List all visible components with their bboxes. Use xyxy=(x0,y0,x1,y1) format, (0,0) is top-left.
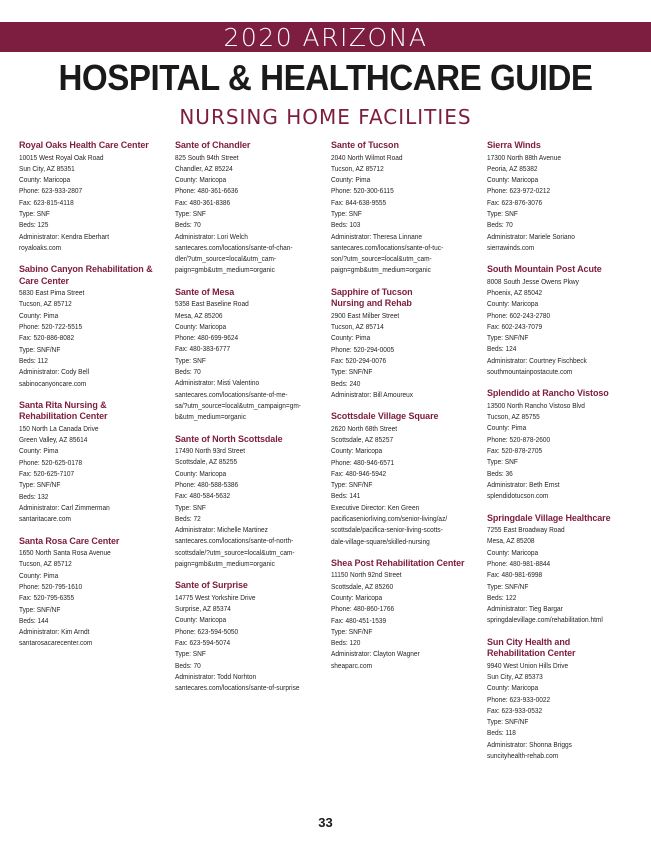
facility-detail-line: 2900 East Milber Street xyxy=(331,310,400,320)
banner-title: 2020 ARIZONA xyxy=(223,23,428,52)
facility-detail-line: 13500 North Rancho Vistoso Blvd xyxy=(487,400,585,410)
facility-name: Sun City Health and xyxy=(487,636,571,647)
facility-name: Splendido at Rancho Vistoso xyxy=(487,388,609,399)
facility-detail-line: 14775 West Yorkshire Drive xyxy=(175,592,256,602)
facility-detail-line: Fax: 623-876-3076 xyxy=(487,197,543,207)
facility-detail-line: County: Pima xyxy=(331,175,371,185)
facility-detail-line: Fax: 480-451-1539 xyxy=(331,615,387,625)
facility-detail-line: Chandler, AZ 85224 xyxy=(175,163,233,173)
facility-detail-line: santecares.com/locations/sante-of-surprise xyxy=(175,683,300,693)
facility-detail-line: Administrator: Cody Bell xyxy=(19,367,90,377)
facility-detail-line: 7255 East Broadway Road xyxy=(487,525,565,535)
facility-detail-line: paign=gmb&utm_medium=organic xyxy=(331,265,431,275)
facility-detail-line: Fax: 520-878-2705 xyxy=(487,446,543,456)
facility-detail-line: Scottsdale, AZ 85257 xyxy=(331,434,394,444)
facility-detail-line: sabinocanyoncare.com xyxy=(19,378,87,388)
facility-detail-line: Fax: 480-584-5632 xyxy=(175,491,231,501)
facility-detail-line: Administrator: Michelle Martinez xyxy=(175,525,268,535)
facility-detail-line: Beds: 103 xyxy=(331,220,361,230)
facility-detail-line: 17300 North 88th Avenue xyxy=(487,152,561,162)
facility-detail-line: County: Pima xyxy=(487,423,527,433)
facility-detail-line: County: Pima xyxy=(331,333,371,343)
facility-name: Rehabilitation Center xyxy=(487,648,576,659)
facility-detail-line: Administrator: Kim Arndt xyxy=(19,627,90,637)
facility-detail-line: Executive Director: Ken Green xyxy=(331,502,420,512)
column-4 xyxy=(487,140,642,772)
facility-detail-line: County: Maricopa xyxy=(175,615,227,625)
facility-detail-line: Type: SNF/NF xyxy=(331,480,373,490)
facility-detail-line: County: Pima xyxy=(19,570,59,580)
facility-detail-line: Administrator: Beth Ernst xyxy=(487,479,560,489)
facility-detail-line: Tucson, AZ 85712 xyxy=(331,163,384,173)
page-number: 33 xyxy=(318,815,333,830)
facility-detail-line: Surprise, AZ 85374 xyxy=(175,604,231,614)
facility-detail-line: County: Maricopa xyxy=(487,683,539,693)
facility-detail-line: 10015 West Royal Oak Road xyxy=(19,152,104,162)
facility-detail-line: Fax: 480-946-5942 xyxy=(331,468,387,478)
facility-detail-line: Administrator: Kendra Eberhart xyxy=(19,231,110,241)
facility-detail-line: Tucson, AZ 85712 xyxy=(19,299,72,309)
facility-detail-line: 5830 East Pima Street xyxy=(19,288,85,298)
facility-detail-line: southmountainpostacute.com xyxy=(487,367,573,377)
facility-entry xyxy=(487,264,642,377)
facility-detail-line: royaloaks.com xyxy=(19,242,62,252)
page-title: HOSPITAL & HEALTHCARE GUIDE xyxy=(58,57,593,98)
facility-detail-line: Mesa, AZ 85208 xyxy=(487,536,535,546)
facility-detail-line: Type: SNF xyxy=(487,457,518,467)
facility-entry xyxy=(175,434,330,570)
facility-detail-line: 9940 West Union Hills Drive xyxy=(487,660,569,670)
column-1 xyxy=(19,140,174,660)
facility-detail-line: Phone: 520-878-2600 xyxy=(487,434,551,444)
facility-name: Sante of Mesa xyxy=(175,286,235,297)
facility-name: Shea Post Rehabilitation Center xyxy=(331,557,465,568)
facility-detail-line: santaritacare.com xyxy=(19,514,71,524)
facility-detail-line: Phone: 623-972-0212 xyxy=(487,186,551,196)
facility-name: Sierra Winds xyxy=(487,140,541,150)
facility-entry xyxy=(19,264,174,389)
facility-detail-line: Tucson, AZ 85712 xyxy=(19,559,72,569)
facility-detail-line: Beds: 70 xyxy=(175,660,201,670)
facility-detail-line: Administrator: Theresa Linnane xyxy=(331,231,422,241)
facility-name: Sapphire of Tucson xyxy=(331,286,413,297)
facility-detail-line: Beds: 132 xyxy=(19,491,49,501)
facility-detail-line: Type: SNF/NF xyxy=(19,480,61,490)
facility-name: Santa Rita Nursing & xyxy=(19,399,107,410)
facility-detail-line: Mesa, AZ 85206 xyxy=(175,310,223,320)
facility-detail-line: Administrator: Lori Welch xyxy=(175,231,248,241)
facility-detail-line: dler/?utm_source=local&utm_cam- xyxy=(175,254,277,264)
facility-detail-line: Phone: 480-981-8844 xyxy=(487,558,551,568)
facility-detail-line: Phone: 520-795-1610 xyxy=(19,581,83,591)
facility-name: South Mountain Post Acute xyxy=(487,264,602,275)
facility-name: Nursing and Rehab xyxy=(331,298,412,309)
facility-detail-line: County: Maricopa xyxy=(487,547,539,557)
facility-detail-line: 8008 South Jesse Owens Pkwy xyxy=(487,276,579,286)
facility-detail-line: 2040 North Wilmot Road xyxy=(331,152,403,162)
facility-detail-line: Beds: 141 xyxy=(331,491,361,501)
facility-detail-line: 2620 North 68th Street xyxy=(331,423,398,433)
facility-detail-line: Fax: 623-815-4118 xyxy=(19,197,74,207)
facility-detail-line: Beds: 72 xyxy=(175,513,201,523)
facility-detail-line: Beds: 70 xyxy=(487,220,513,230)
facility-entry xyxy=(487,513,642,626)
facility-detail-line: Phone: 520-722-5515 xyxy=(19,322,83,332)
facility-detail-line: Type: SNF xyxy=(175,355,206,365)
facility-detail-line: Administrator: Misti Valentino xyxy=(175,378,260,388)
facility-detail-line: Beds: 240 xyxy=(331,378,361,388)
facility-detail-line: County: Maricopa xyxy=(175,468,227,478)
facility-entry xyxy=(175,287,330,423)
facility-detail-line: Administrator: Todd Norhton xyxy=(175,671,257,681)
facility-detail-line: Tucson, AZ 85714 xyxy=(331,322,384,332)
facility-detail-line: Beds: 70 xyxy=(175,220,201,230)
facility-detail-line: Phone: 520-625-0178 xyxy=(19,457,83,467)
facility-detail-line: Type: SNF/NF xyxy=(19,604,61,614)
facility-detail-line: Type: SNF/NF xyxy=(487,333,529,343)
facility-detail-line: Type: SNF/NF xyxy=(19,344,61,354)
facility-detail-line: Type: SNF xyxy=(487,208,518,218)
facility-detail-line: Green Valley, AZ 85614 xyxy=(19,435,88,445)
facility-detail-line: Administrator: Mariele Soriano xyxy=(487,231,575,241)
facility-detail-line: Beds: 124 xyxy=(487,344,517,354)
facility-detail-line: Tucson, AZ 85755 xyxy=(487,412,540,422)
facility-detail-line: 1650 North Santa Rosa Avenue xyxy=(19,548,111,558)
column-3 xyxy=(331,140,486,682)
facility-name: Royal Oaks Health Care Center xyxy=(19,140,149,150)
facility-detail-line: Fax: 480-361-8386 xyxy=(175,197,231,207)
facility-detail-line: santarosacarecenter.com xyxy=(19,638,93,648)
facility-detail-line: Administrator: Shonna Briggs xyxy=(487,739,572,749)
facility-detail-line: Fax: 520-886-8082 xyxy=(19,333,75,343)
facility-detail-line: County: Pima xyxy=(19,310,59,320)
facility-name: Sabino Canyon Rehabilitation & xyxy=(19,264,153,275)
facility-detail-line: Beds: 125 xyxy=(19,220,49,230)
facility-detail-line: Beds: 36 xyxy=(487,468,513,478)
facility-detail-line: Type: SNF xyxy=(331,208,362,218)
facility-detail-line: Administrator: Carl Zimmerman xyxy=(19,502,110,512)
facility-detail-line: sheaparc.com xyxy=(331,660,373,670)
facility-detail-line: County: Maricopa xyxy=(487,175,539,185)
facility-entry xyxy=(331,287,486,400)
facility-detail-line: son/?utm_source=local&utm_cam- xyxy=(331,254,432,264)
facility-entry xyxy=(331,140,486,276)
facility-detail-line: Type: SNF xyxy=(175,502,206,512)
facility-detail-line: County: Maricopa xyxy=(331,446,383,456)
facility-name: Sante of Tucson xyxy=(331,140,399,150)
facility-detail-line: County: Pima xyxy=(19,446,59,456)
facility-entry xyxy=(19,536,174,649)
facility-detail-line: pacificaseniorliving.com/senior-living/az/ xyxy=(331,514,448,524)
facility-detail-line: scottsdale/?utm_source=local&utm_cam- xyxy=(175,547,295,557)
facility-detail-line: Phone: 520-300-6115 xyxy=(331,186,394,196)
facility-entry xyxy=(175,140,330,276)
facility-detail-line: Phone: 480-588-5386 xyxy=(175,479,239,489)
facility-detail-line: Fax: 520-294-0076 xyxy=(331,355,387,365)
facility-entry xyxy=(331,558,486,671)
facility-entry xyxy=(175,580,330,693)
facility-detail-line: Phone: 623-933-0022 xyxy=(487,694,551,704)
facility-detail-line: splendidotucson.com xyxy=(487,491,549,501)
facility-detail-line: 17490 North 93rd Street xyxy=(175,446,246,456)
facility-detail-line: Scottsdale, AZ 85260 xyxy=(331,581,394,591)
facility-detail-line: b&utm_medium=organic xyxy=(175,412,246,422)
facility-detail-line: Type: SNF xyxy=(175,208,206,218)
facility-detail-line: Type: SNF/NF xyxy=(331,367,373,377)
facility-detail-line: Phone: 480-946-6571 xyxy=(331,457,395,467)
facility-detail-line: Fax: 844-638-9555 xyxy=(331,197,387,207)
facility-detail-line: 825 South 94th Street xyxy=(175,152,239,162)
facility-detail-line: Type: SNF xyxy=(19,208,50,218)
facility-detail-line: Fax: 480-383-6777 xyxy=(175,344,231,354)
facility-detail-line: County: Maricopa xyxy=(487,299,539,309)
facility-detail-line: santecares.com/locations/sante-of-north- xyxy=(175,536,294,546)
facility-detail-line: Phone: 480-699-9624 xyxy=(175,333,239,343)
facility-name: Care Center xyxy=(19,275,69,286)
facility-detail-line: Fax: 480-981-6998 xyxy=(487,570,543,580)
facility-detail-line: County: Maricopa xyxy=(175,321,227,331)
facility-detail-line: santecares.com/locations/sante-of-chan- xyxy=(175,242,293,252)
facility-detail-line: Beds: 118 xyxy=(487,728,516,738)
facility-detail-line: County: Maricopa xyxy=(175,175,227,185)
facility-entry xyxy=(487,388,642,501)
facility-detail-line: Fax: 520-795-6355 xyxy=(19,593,75,603)
section-subtitle: NURSING HOME FACILITIES xyxy=(179,105,472,129)
facility-name: Scottsdale Village Square xyxy=(331,411,439,422)
facility-detail-line: Beds: 70 xyxy=(175,367,201,377)
facility-detail-line: sierrawinds.com xyxy=(487,242,535,252)
facility-detail-line: scottsdale/pacifica-senior-living-scotts- xyxy=(331,525,443,535)
facility-detail-line: Sun City, AZ 85373 xyxy=(487,671,543,681)
facility-detail-line: Fax: 602-243-7079 xyxy=(487,321,543,331)
facility-detail-line: Type: SNF/NF xyxy=(487,717,529,727)
facility-detail-line: Type: SNF xyxy=(175,649,206,659)
facility-detail-line: Phone: 520-294-0005 xyxy=(331,344,395,354)
facility-name: Springdale Village Healthcare xyxy=(487,512,611,523)
facility-detail-line: suncityhealth-rehab.com xyxy=(487,751,559,761)
facility-name: Sante of Surprise xyxy=(175,580,248,591)
facility-detail-line: Administrator: Bill Amoureux xyxy=(331,389,414,399)
facility-detail-line: santecares.com/locations/sante-of-tuc- xyxy=(331,242,444,252)
facility-detail-line: Phoenix, AZ 85042 xyxy=(487,287,543,297)
facility-detail-line: paign=gmb&utm_medium=organic xyxy=(175,559,275,568)
facility-detail-line: sa/?utm_source=local&utm_campaign=gm- xyxy=(175,400,301,410)
facility-detail-line: Beds: 122 xyxy=(487,592,517,602)
facility-detail-line: Phone: 623-594-5050 xyxy=(175,626,239,636)
facility-entry xyxy=(19,400,174,525)
facility-detail-line: dale-village-square/skilled-nursing xyxy=(331,536,430,546)
facility-detail-line: 150 North La Canada Drive xyxy=(19,423,99,433)
facility-detail-line: Fax: 623-594-5074 xyxy=(175,637,231,647)
facility-name: Rehabilitation Center xyxy=(19,411,108,422)
facility-entry xyxy=(487,637,642,762)
facility-entry xyxy=(331,411,486,547)
facility-detail-line: Phone: 623-933-2807 xyxy=(19,186,83,196)
facility-detail-line: Beds: 120 xyxy=(331,638,361,648)
facility-detail-line: County: Maricopa xyxy=(331,593,383,602)
facility-entry xyxy=(487,140,642,253)
column-2 xyxy=(175,140,330,704)
facility-detail-line: Type: SNF/NF xyxy=(331,626,373,636)
facility-detail-line: Phone: 602-243-2780 xyxy=(487,310,551,320)
facility-detail-line: County: Maricopa xyxy=(19,175,71,185)
facility-detail-line: Fax: 520-625-7107 xyxy=(19,469,75,479)
facility-detail-line: Administrator: Courtney Fischbeck xyxy=(487,355,587,365)
facility-detail-line: Beds: 144 xyxy=(19,615,49,625)
facility-name: Santa Rosa Care Center xyxy=(19,535,120,546)
facility-detail-line: Fax: 623-933-0532 xyxy=(487,705,543,715)
facility-detail-line: 5358 East Baseline Road xyxy=(175,299,249,309)
facility-detail-line: Peoria, AZ 85382 xyxy=(487,163,538,173)
facility-entry xyxy=(19,140,174,253)
facility-detail-line: santecares.com/locations/sante-of-me- xyxy=(175,389,288,399)
facility-detail-line: 11150 North 92nd Street xyxy=(331,570,402,580)
facility-detail-line: Administrator: Clayton Wagner xyxy=(331,649,420,659)
facility-detail-line: Scottsdale, AZ 85255 xyxy=(175,457,238,467)
facility-detail-line: paign=gmb&utm_medium=organic xyxy=(175,265,275,275)
facility-name: Sante of North Scottsdale xyxy=(175,433,283,444)
facility-detail-line: Phone: 480-860-1766 xyxy=(331,604,395,614)
facility-detail-line: Beds: 112 xyxy=(19,355,48,365)
facility-detail-line: Type: SNF/NF xyxy=(487,581,529,591)
facility-detail-line: Administrator: Tieg Bargar xyxy=(487,604,563,614)
facility-detail-line: Phone: 480-361-6636 xyxy=(175,186,239,196)
facility-name: Sante of Chandler xyxy=(175,140,251,150)
facility-detail-line: Sun City, AZ 85351 xyxy=(19,163,75,173)
facility-detail-line: springdalevillage.com/rehabilitation.html xyxy=(487,615,603,625)
